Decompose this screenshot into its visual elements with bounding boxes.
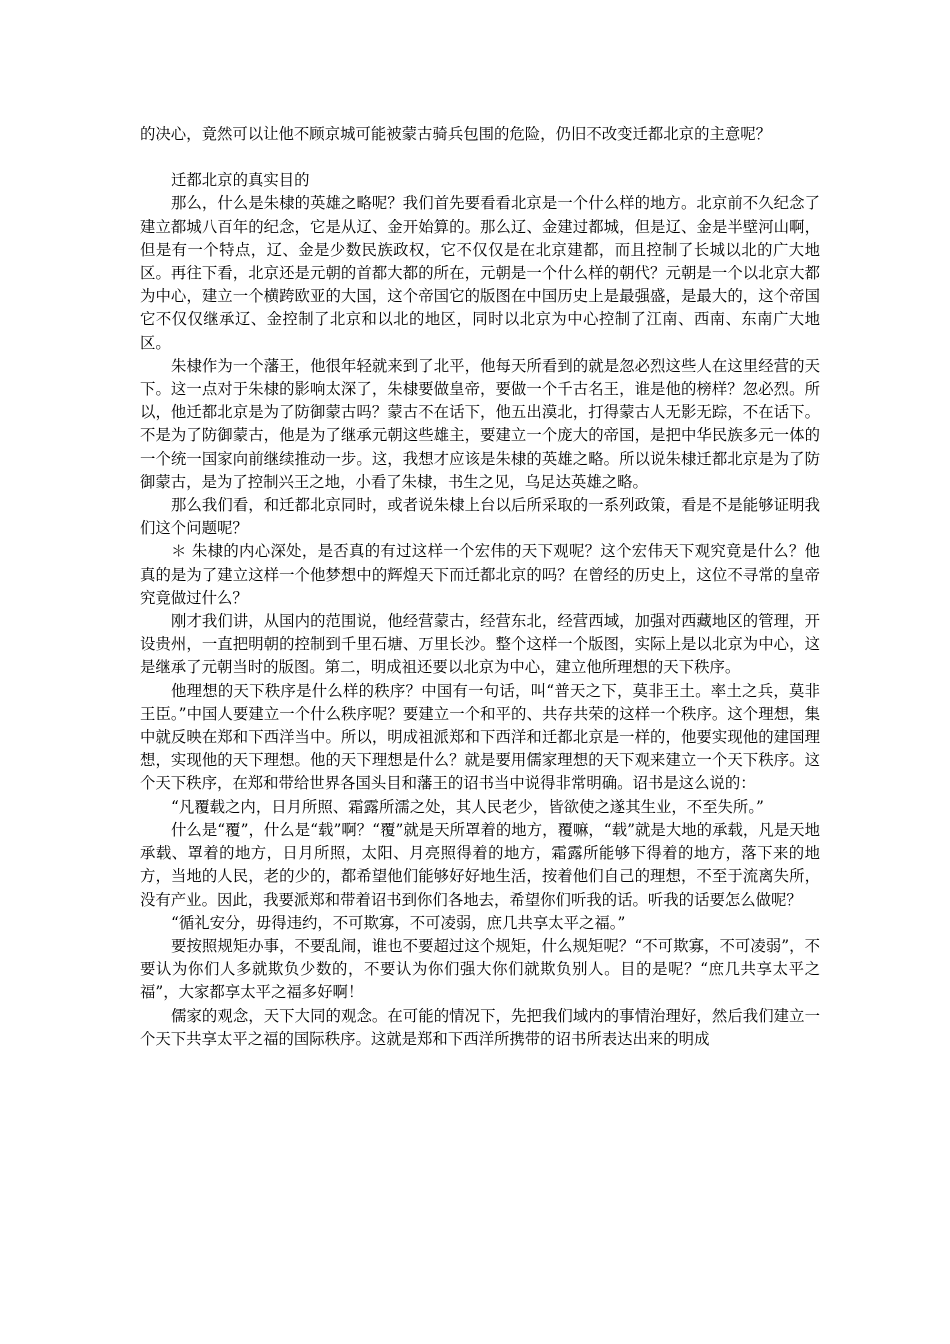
paragraph: 儒家的观念，天下大同的观念。在可能的情况下，先把我们域内的事情治理好，然后我们建立一个天下共享太平之福的国际秩序。这就是郑和下西洋所携带的诏书所表达出来的明成 [140, 1006, 820, 1048]
paragraph: 那么，什么是朱棣的英雄之略呢？我们首先要看看北京是一个什么样的地方。北京前不久纪念了建立都城八百年的纪念，它是从辽、金开始算的。那么辽、金建过都城，但是辽、金是半壁河山啊，但是有一个特点，辽、金是少数民族政权，它不仅仅是在北京建都，而且控制了长城以北的广大地区。再往下看，北京还是元朝的首都大都的所在，元朝是一个什么样的朝代？元朝是一个以北京大都为中心，建立一个横跨欧亚的大国，这个帝国它的版图在中国历史上是最强盛，是最大的，这个帝国它不仅仅继承辽、金控制了北京和以北的地区，同时以北京为中心控制了江南、西南、东南广大地区。 [140, 194, 820, 352]
paragraph: 要按照规矩办事，不要乱闹，谁也不要超过这个规矩，什么规矩呢？“不可欺寡，不可凌弱”，不要认为你们人多就欺负少数的，不要认为你们强大你们就欺负别人。目的是呢？“庶几共享太平之福”，大家都享太平之福多好啊！ [140, 936, 820, 1002]
paragraph-gap [140, 146, 820, 169]
section-heading: 迁都北京的真实目的 [171, 171, 310, 190]
paragraph: 刚才我们讲，从国内的范围说，他经营蒙古，经营东北，经营西域，加强对西藏地区的管理，开设贵州，一直把明朝的控制到千里石塘、万里长沙。整个这样一个版图，实际上是以北京为中心，这是继承了元朝当时的版图。第二，明成祖还要以北京为中心，建立他所理想的天下秩序。 [140, 612, 820, 677]
paragraph-continuation: 的决心，竟然可以让他不顾京城可能被蒙古骑兵包围的危险，仍旧不改变迁都北京的主意呢？ [140, 125, 772, 143]
paragraph: 什么是“覆”，什么是“载”啊？“覆”就是天所罩着的地方，覆嘛，“载”就是大地的承载，凡是天地承载、罩着的地方，日月所照，太阳、月亮照得着的地方，霜露所能够下得着的地方，落下来的地方，当地的人民，老的少的，都希望他们能够好好地生活，按着他们自己的理想，不至于流离失所，没有产业。因此，我要派郑和带着诏书到你们各地去，希望你们听我的话。听我的话要怎么做呢？ [140, 820, 820, 909]
paragraph: 他理想的天下秩序是什么样的秩序？中国有一句话，叫“普天之下，莫非王土。率土之兵，莫非王臣。”中国人要建立一个什么秩序呢？要建立一个和平的、共存共荣的这样一个秩序。这个理想，集中就反映在郑和下西洋当中。所以，明成祖派郑和下西洋和迁都北京是一样的，他要实现他的建国理想，实现他的天下理想。他的天下理想是什么？就是要用儒家理想的天下观来建立一个天下秩序。这个天下秩序，在郑和带给世界各国头目和藩王的诏书当中说得非常明确。诏书是这么说的： [140, 681, 820, 793]
paragraph-question: ＊ 朱棣的内心深处，是否真的有过这样一个宏伟的天下观呢？这个宏伟天下观究竟是什么？他真的是为了建立这样一个他梦想中的辉煌天下而迁都北京的吗？在曾经的历史上，这位不寻常的皇帝究竟做过什么？ [140, 542, 820, 607]
document-page [140, 123, 820, 1051]
quote: “循礼安分，毋得违约，不可欺寡，不可凌弱，庶几共享太平之福。” [171, 913, 626, 932]
quote: “凡覆载之内，日月所照、霜露所濡之处，其人民老少，皆欲使之遂其生业，不至失所。” [171, 797, 764, 816]
paragraph: 朱棣作为一个藩王，他很年轻就来到了北平，他每天所看到的就是忽必烈这些人在这里经营的天下。这一点对于朱棣的影响太深了，朱棣要做皇帝，要做一个千古名王，谁是他的榜样？忽必烈。所以，他迁都北京是为了防御蒙古吗？蒙古不在话下，他五出漠北，打得蒙古人无影无踪，不在话下。不是为了防御蒙古，他是为了继承元朝这些雄主，要建立一个庞大的帝国，是把中华民族多元一体的一个统一国家向前继续推动一步。这，我想才应该是朱棣的英雄之略。所以说朱棣迁都北京是为了防御蒙古，是为了控制兴王之地，小看了朱棣，书生之见，乌足达英雄之略。 [140, 356, 820, 491]
paragraph: 那么我们看，和迁都北京同时，或者说朱棣上台以后所采取的一系列政策，看是不是能够证明我们这个问题呢？ [140, 496, 820, 538]
